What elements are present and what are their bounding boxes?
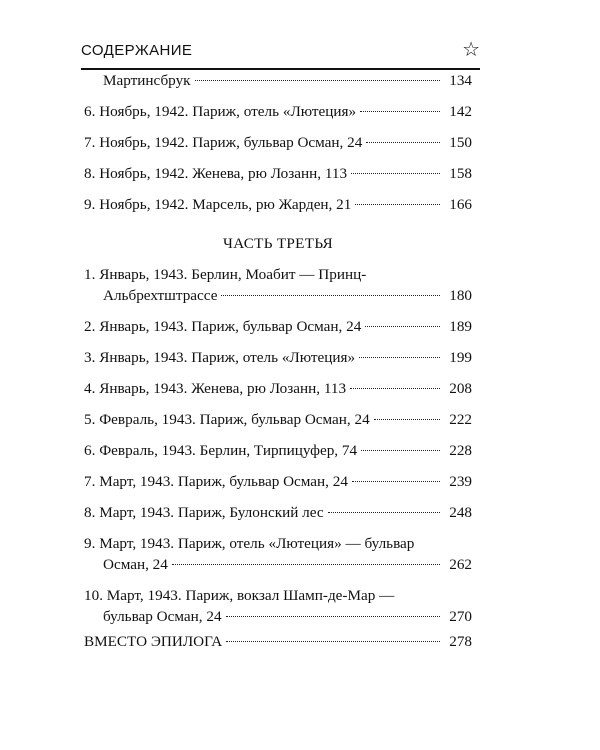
toc-entry-title: 8. Ноябрь, 1942. Женева, рю Лозанн, 113 xyxy=(84,165,348,182)
toc-entry-title: 2. Январь, 1943. Париж, бульвар Осман, 24 xyxy=(84,318,362,335)
page-title: СОДЕРЖАНИЕ xyxy=(81,42,193,59)
toc-entry-title: 9. Ноябрь, 1942. Марсель, рю Жарден, 21 xyxy=(84,196,352,213)
dot-leader xyxy=(351,173,440,174)
toc-entry-page: 262 xyxy=(449,556,472,573)
toc-entry[interactable] xyxy=(84,440,472,461)
toc-entry-page: 228 xyxy=(449,442,472,459)
toc-entry[interactable] xyxy=(84,264,472,306)
toc-entry-title: 6. Февраль, 1943. Берлин, Тирпицуфер, 74 xyxy=(84,442,358,459)
toc-entry-page: 208 xyxy=(449,380,472,397)
toc-entry-title: 4. Январь, 1943. Женева, рю Лозанн, 113 xyxy=(84,380,347,397)
dot-leader xyxy=(359,357,440,358)
dot-leader xyxy=(374,419,440,420)
page-header xyxy=(81,38,480,70)
toc-entry-page: 239 xyxy=(449,473,472,490)
dot-leader xyxy=(366,142,440,143)
toc-entry[interactable] xyxy=(84,471,472,492)
toc-entry-epilogue[interactable] xyxy=(84,631,472,652)
toc-entry[interactable] xyxy=(84,194,472,215)
part-heading: ЧАСТЬ ТРЕТЬЯ xyxy=(223,235,333,252)
toc-entry[interactable] xyxy=(84,378,472,399)
dot-leader xyxy=(226,616,440,617)
toc-entry[interactable] xyxy=(84,502,472,523)
toc-entry-title: Мартинсбрук xyxy=(103,72,191,89)
toc-entry-title: ВМЕСТО ЭПИЛОГА xyxy=(84,633,223,650)
dot-leader xyxy=(221,295,440,296)
toc-entry-page: 158 xyxy=(449,165,472,182)
toc-entry-title: 7. Март, 1943. Париж, бульвар Осман, 24 xyxy=(84,473,348,490)
toc-entry-title: 9. Март, 1943. Париж, отель «Лютеция» — бульвар xyxy=(84,535,415,552)
toc-entry-page: 270 xyxy=(449,608,472,625)
dot-leader xyxy=(328,512,440,513)
toc-entry-page: 222 xyxy=(449,411,472,428)
toc-entry-title-cont: бульвар Осман, 24 xyxy=(103,608,222,625)
dot-leader xyxy=(352,481,440,482)
dot-leader xyxy=(361,450,440,451)
toc-entry-title: 7. Ноябрь, 1942. Париж, бульвар Осман, 24 xyxy=(84,134,363,151)
dot-leader xyxy=(355,204,440,205)
dot-leader xyxy=(365,326,440,327)
toc-entry-title-cont: Осман, 24 xyxy=(103,556,168,573)
dot-leader xyxy=(172,564,440,565)
toc-entry[interactable] xyxy=(84,533,472,575)
toc-entry[interactable] xyxy=(84,409,472,430)
toc-entry-page: 180 xyxy=(449,287,472,304)
toc-entry-page: 150 xyxy=(449,134,472,151)
dot-leader xyxy=(360,111,440,112)
dot-leader xyxy=(226,641,440,642)
toc-entry-page: 166 xyxy=(449,196,472,213)
toc-entry-page: 199 xyxy=(449,349,472,366)
toc-entry[interactable] xyxy=(84,70,472,91)
star-outline-icon: ☆ xyxy=(462,37,480,61)
toc-entry-title-cont: Альбрехтштрассе xyxy=(103,287,218,304)
toc-entry[interactable] xyxy=(84,316,472,337)
toc-entry-title: 3. Январь, 1943. Париж, отель «Лютеция» xyxy=(84,349,356,366)
toc-entry-title: 1. Январь, 1943. Берлин, Моабит — Принц- xyxy=(84,266,367,283)
table-of-contents xyxy=(84,70,472,652)
dot-leader xyxy=(195,80,440,81)
toc-entry[interactable] xyxy=(84,347,472,368)
dot-leader xyxy=(350,388,440,389)
toc-entry[interactable] xyxy=(84,163,472,184)
toc-entry-page: 189 xyxy=(449,318,472,335)
toc-entry-title: 6. Ноябрь, 1942. Париж, отель «Лютеция» xyxy=(84,103,357,120)
toc-entry-title: 5. Февраль, 1943. Париж, бульвар Осман, 24 xyxy=(84,411,370,428)
toc-entry[interactable] xyxy=(84,132,472,153)
toc-entry[interactable] xyxy=(84,101,472,122)
toc-entry-page: 278 xyxy=(449,633,472,650)
toc-entry-title: 10. Март, 1943. Париж, вокзал Шамп-де-Мар — xyxy=(84,587,395,604)
toc-entry-page: 134 xyxy=(449,72,472,89)
toc-entry-title: 8. Март, 1943. Париж, Булонский лес xyxy=(84,504,324,521)
toc-entry-page: 248 xyxy=(449,504,472,521)
toc-entry-page: 142 xyxy=(449,103,472,120)
toc-entry[interactable] xyxy=(84,585,472,627)
